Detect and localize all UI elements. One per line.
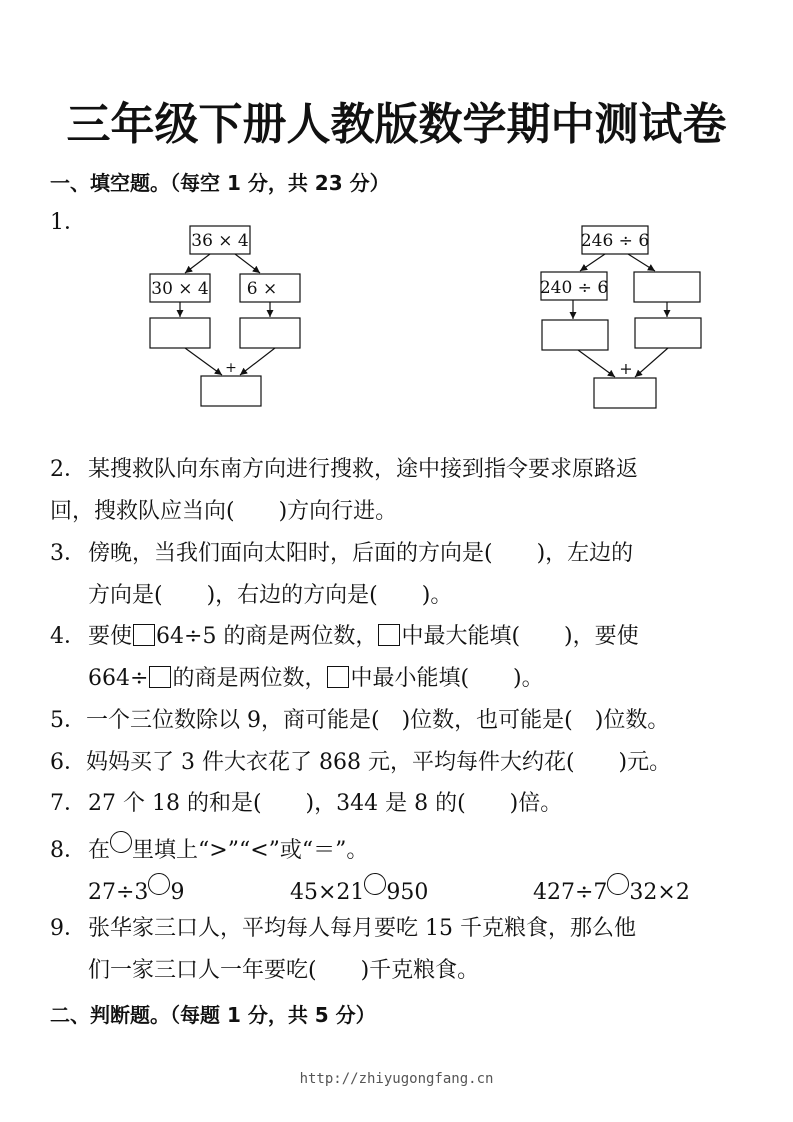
right-plus-sign: + xyxy=(619,359,633,378)
question-5 xyxy=(50,706,669,736)
question-8-text-b: 里填上“>”“<”或“＝”。 xyxy=(132,838,369,863)
compare-circle[interactable] xyxy=(110,831,132,853)
compare-expression-2 xyxy=(290,873,428,908)
question-4-text-e: 的商是两位数， xyxy=(172,666,327,691)
question-2-line-2: 回，搜救队应当向( )方向行进。 xyxy=(50,499,398,524)
question-4-line-2 xyxy=(50,664,544,694)
question-2-line-1: 某搜救队向东南方向进行搜救，途中接到指令要求原路返 xyxy=(88,457,639,482)
expr-1-right: 9 xyxy=(170,880,185,905)
question-2 xyxy=(50,455,638,485)
question-4-text-c: 中最大能填( )，要使 xyxy=(401,624,639,649)
compare-expression-1 xyxy=(88,873,184,908)
question-3-line-1: 傍晚，当我们面向太阳时，后面的方向是( )，左边的 xyxy=(88,541,634,566)
question-5-number: 5． xyxy=(50,708,86,733)
left-mid-left-label: 30 × 4 xyxy=(151,279,209,299)
left-answer-box-2[interactable] xyxy=(240,318,300,348)
compare-expression-3 xyxy=(533,873,690,908)
question-4-text-d: 664÷ xyxy=(88,666,149,691)
expr-1-left: 27÷3 xyxy=(88,880,149,905)
digit-box[interactable] xyxy=(149,666,171,688)
section-heading-fill-in: 一、填空题。（每空 1 分，共 23 分） xyxy=(50,171,390,195)
question-1-diagram xyxy=(0,218,793,418)
left-plus-sign: + xyxy=(225,360,237,376)
question-9-line-1: 张华家三口人，平均每人每月要吃 15 千克粮食，那么他 xyxy=(88,916,636,941)
question-4-text-b: 64÷5 的商是两位数， xyxy=(156,624,378,649)
question-8-number: 8． xyxy=(50,838,86,863)
left-top-label: 36 × 4 xyxy=(191,231,249,251)
left-sum-box[interactable] xyxy=(201,376,261,406)
question-2-number: 2． xyxy=(50,457,86,482)
question-9-line-2: 们一家三口人一年要吃( )千克粮食。 xyxy=(88,958,480,983)
expr-2-right: 950 xyxy=(386,880,429,905)
expr-2-left: 45×21 xyxy=(290,880,365,905)
left-answer-box-1[interactable] xyxy=(150,318,210,348)
question-4-text-f: 中最小能填( )。 xyxy=(350,666,544,691)
question-1-number: 1． xyxy=(50,210,86,235)
question-5-text: 一个三位数除以 9，商可能是( )位数，也可能是( )位数。 xyxy=(86,708,670,733)
footer-url: http://zhiyugongfang.cn xyxy=(299,1071,494,1087)
question-6-text: 妈妈买了 3 件大衣花了 868 元，平均每件大约花( )元。 xyxy=(86,750,672,775)
compare-circle-1[interactable] xyxy=(148,873,170,895)
page-title: 三年级下册人教版数学期中测试卷 xyxy=(66,99,727,150)
digit-box[interactable] xyxy=(327,666,349,688)
question-8 xyxy=(50,831,368,866)
expr-3-left: 427÷7 xyxy=(533,880,608,905)
right-top-label: 246 ÷ 6 xyxy=(580,231,650,251)
question-3-number: 3． xyxy=(50,541,86,566)
question-7-number: 7． xyxy=(50,791,86,816)
section-heading-true-false: 二、判断题。（每题 1 分，共 5 分） xyxy=(50,1003,376,1027)
question-6-number: 6． xyxy=(50,750,86,775)
expr-3-right: 32×2 xyxy=(629,880,690,905)
question-7 xyxy=(50,789,562,819)
question-4-text-a: 要使 xyxy=(88,624,133,649)
question-3-line-2: 方向是( )，右边的方向是( )。 xyxy=(88,583,453,608)
question-7-text: 27 个 18 的和是( )，344 是 8 的( )倍。 xyxy=(88,791,563,816)
right-sum-box[interactable] xyxy=(594,378,656,408)
right-mid-right-box[interactable] xyxy=(634,272,700,302)
question-6 xyxy=(50,748,671,778)
compare-circle-2[interactable] xyxy=(364,873,386,895)
digit-box[interactable] xyxy=(133,624,155,646)
question-3 xyxy=(50,539,633,569)
compare-circle-3[interactable] xyxy=(607,873,629,895)
right-answer-box-1[interactable] xyxy=(542,320,608,350)
question-8-text-a: 在 xyxy=(88,838,111,863)
question-4-number: 4． xyxy=(50,624,86,649)
left-mid-right-label: 6 × xyxy=(246,279,278,299)
question-4-line-1 xyxy=(50,622,639,652)
right-mid-left-label: 240 ÷ 6 xyxy=(539,278,609,298)
question-9 xyxy=(50,914,636,944)
digit-box[interactable] xyxy=(378,624,400,646)
right-answer-box-2[interactable] xyxy=(635,318,701,348)
question-9-number: 9． xyxy=(50,916,86,941)
